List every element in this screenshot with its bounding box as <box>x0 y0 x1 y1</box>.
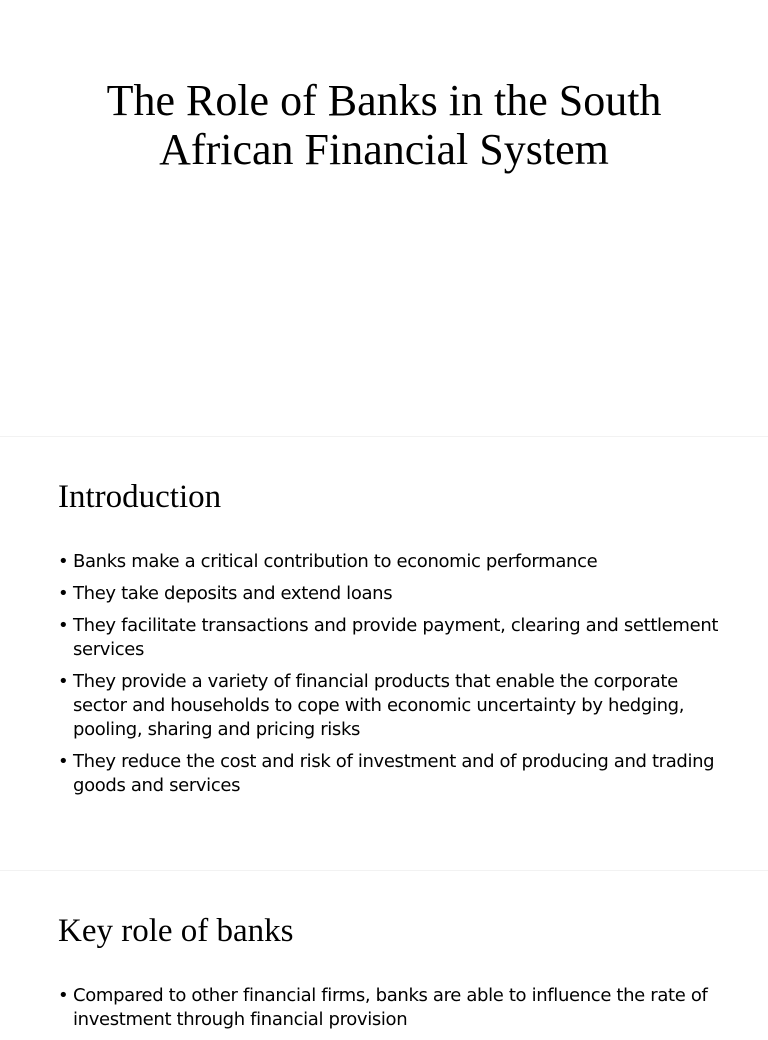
bullet-text: They take deposits and extend loans <box>73 583 393 604</box>
introduction-bullet-list <box>58 550 728 806</box>
slide-divider <box>0 436 768 437</box>
title-slide <box>0 0 768 435</box>
key-role-heading: Key role of banks <box>58 913 294 949</box>
bullet-text: They reduce the cost and risk of investment and of producing and trading goods and services <box>73 751 715 796</box>
bullet-text: Banks make a critical contribution to economic performance <box>73 551 598 572</box>
list-item <box>58 984 728 1032</box>
introduction-heading: Introduction <box>58 479 222 515</box>
bullet-icon: • <box>58 671 69 692</box>
list-item <box>58 582 728 606</box>
bullet-icon: • <box>58 615 69 636</box>
bullet-text: Compared to other financial firms, banks are able to influence the rate of investment through financial provision <box>73 985 708 1030</box>
bullet-text: They provide a variety of financial products that enable the corporate sector and households to cope with economic uncertainty by hedging, pooling, sharing and pricing risks <box>73 671 685 740</box>
bullet-icon: • <box>58 985 69 1006</box>
slide-title: The Role of Banks in the South African Financial System <box>106 76 662 174</box>
list-item <box>58 614 728 662</box>
slide-divider <box>0 870 768 871</box>
list-item <box>58 750 728 798</box>
key-role-bullet-list <box>58 984 728 1040</box>
bullet-icon: • <box>58 551 69 572</box>
bullet-text: They facilitate transactions and provide payment, clearing and settlement services <box>73 615 719 660</box>
list-item <box>58 550 728 574</box>
bullet-icon: • <box>58 583 69 604</box>
list-item <box>58 670 728 742</box>
bullet-icon: • <box>58 751 69 772</box>
